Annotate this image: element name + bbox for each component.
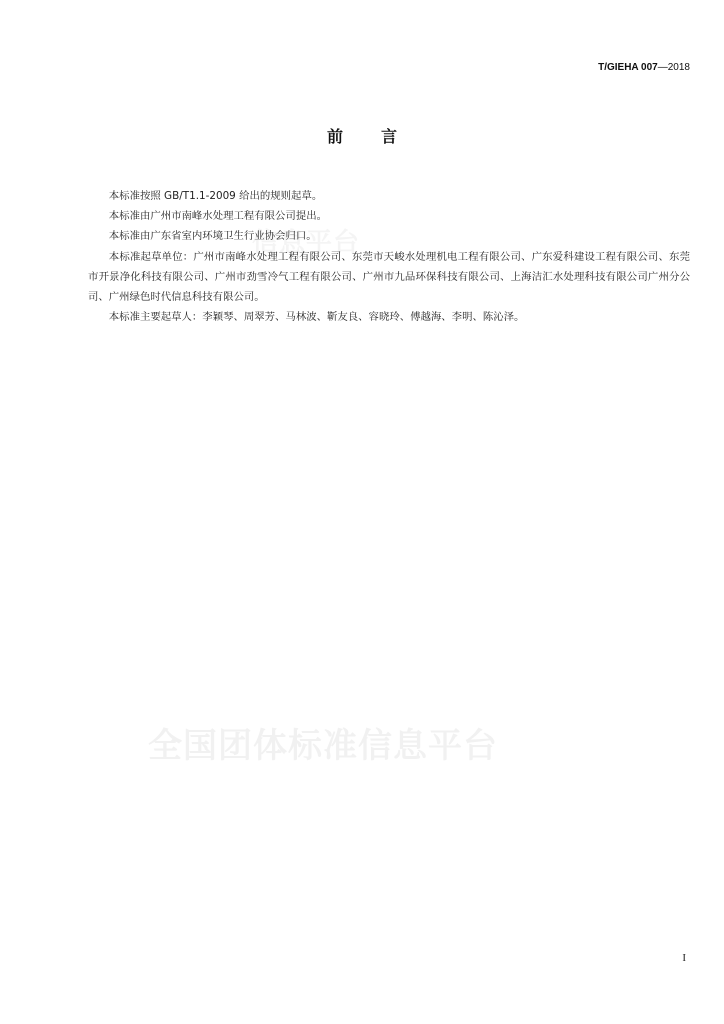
document-year: —2018	[657, 62, 690, 73]
section-title: 前言	[326, 127, 435, 146]
document-code: T/GIEHA 007	[598, 62, 658, 73]
foreword-body	[88, 186, 690, 327]
paragraph-administrator: 本标准由广东省室内环境卫生行业协会归口。	[108, 230, 317, 243]
page-number: I	[682, 952, 686, 964]
watermark: 全国团体标准信息平台	[148, 726, 498, 766]
paragraph-drafting-units: 本标准起草单位：广州市南峰水处理工程有限公司、东莞市天峻水处理机电工程有限公司、广东爱科建设工程有限公司、东莞市开景净化科技有限公司、广州市劲雪冷气工程有限公司、广州市九品环保科技有限公司、上海洁汇水处理科技有限公司广州分公司、广州绿色时代信息科技有限公司。	[88, 250, 690, 304]
paragraph-drafters: 本标准主要起草人：李颖琴、周翠芳、马林波、靳友良、容晓玲、傅越海、李明、陈沁泽。	[108, 311, 525, 324]
paragraph-drafting-rules: 本标准按照 GB/T1.1-2009 给出的规则起草。	[108, 190, 323, 202]
paragraph-proposer: 本标准由广州市南峰水处理工程有限公司提出。	[108, 210, 327, 223]
document-identifier	[598, 62, 690, 73]
